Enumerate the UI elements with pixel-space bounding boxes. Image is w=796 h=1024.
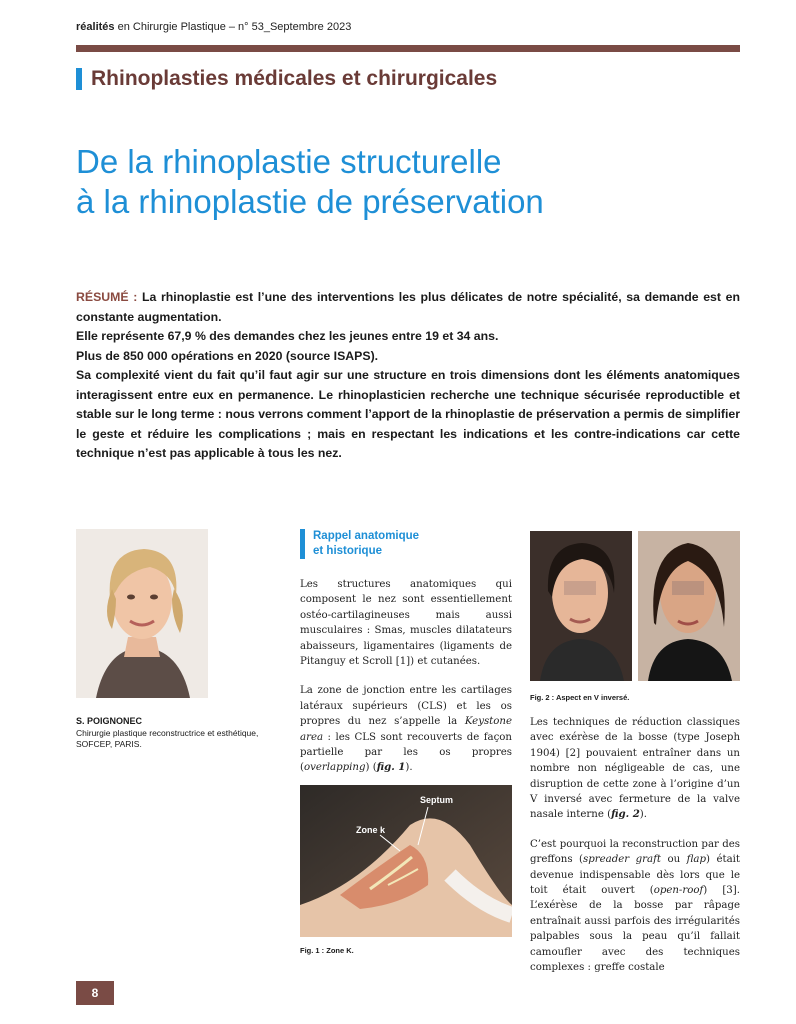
figure-1 [300, 785, 512, 937]
fig2-reference: fig. 2 [611, 808, 640, 821]
author-affiliation [76, 728, 286, 750]
journal-issue: en Chirurgie Plastique – n° 53_Septembre 2023 [114, 21, 352, 33]
header-rule [76, 45, 740, 52]
fig1-label-septum: Septum [420, 795, 454, 805]
author-name: S. POIGNONEC [76, 716, 143, 726]
fig1-label-zone: Zone k [356, 825, 386, 835]
abstract-p3: Plus de 850 000 opérations en 2020 (source ISAPS). [76, 348, 379, 363]
author-affiliation-line1: Chirurgie plastique reconstructrice et esthétique, [76, 728, 259, 738]
article-title [76, 142, 736, 222]
overlapping-term: overlapping [303, 762, 366, 774]
abstract [76, 288, 740, 464]
subsection-title-line2: et historique [313, 545, 383, 557]
col2-p2-text-b: : les CLS sont recouverts de façon partielle par les os propres ( [300, 731, 512, 774]
portrait-image [76, 529, 208, 698]
col3-paragraph-1 [530, 715, 740, 823]
col2-p2-text-c: ) ( [365, 762, 377, 774]
abstract-p2: Elle représente 67,9 % des demandes chez les jeunes entre 19 et 34 ans. [76, 329, 499, 343]
col2-p2-text-d: ). [405, 762, 413, 774]
abstract-p4: Sa complexité vient du fait qu’il faut agir sur une structure en trois dimensions dont les éléments anatomiques interagissent entre eux en permanence. Le rhinoplasticien recherche une technique sécurisée reproductible et stable sur le long terme : nous verrons comment l’apport de la rhinoplastie de préservation a permis de simplifier le geste et réduire les complications ; mais en respectant les indications et les contre-indications car cette technique n’est pas applicable à tous les nez. [76, 368, 740, 460]
subsection-heading [300, 529, 419, 559]
author-affiliation-line2: SOFCEP, PARIS. [76, 739, 142, 749]
author-portrait [76, 529, 208, 698]
journal-name: réalités [76, 21, 115, 33]
section-title: Rhinoplasties médicales et chirurgicales [91, 67, 498, 90]
col3-p1-text-b: ). [639, 809, 648, 821]
abstract-p1 [76, 288, 740, 327]
col3-paragraph-2 [530, 837, 740, 976]
section-marker [76, 68, 82, 90]
page-number: 8 [76, 981, 114, 1005]
abstract-p1-text: La rhinoplastie est l’une des interventions les plus délicates de notre spécialité, sa demande est en constante augmentation. [76, 290, 740, 324]
keystone-term: Keystone area [300, 716, 512, 743]
section-heading [76, 66, 497, 92]
flap-term: flap [686, 854, 707, 866]
figure-1-caption: Fig. 1 : Zone K. [300, 946, 354, 955]
col3-p1-text-a: Les techniques de réduction classiques avec exérèse de la bosse (type Joseph 1904) [2] pouvaient entraîner dans un nombre non négligeable de cas, une disruption de cette zone à l’origine d’un V inversé avec fermeture de la valve nasale interne ( [530, 717, 740, 821]
running-head [76, 21, 351, 33]
figure-2 [530, 531, 740, 681]
col2-paragraph-2 [300, 683, 512, 775]
col3-p2-text-b: ou [660, 854, 687, 866]
body-column-2 [300, 577, 512, 790]
abstract-label: RÉSUMÉ : [76, 290, 138, 304]
figure-1-image [300, 785, 512, 937]
fig1-reference: fig. 1 [376, 761, 406, 774]
article-title-line2: à la rhinoplastie de préservation [76, 183, 544, 220]
figure-2-image [530, 531, 740, 681]
subsection-title-line1: Rappel anatomique [313, 530, 420, 542]
body-column-3 [530, 715, 740, 990]
col3-p2-text-d: ) [3]. L’exérèse de la bosse par râpage entraînait aussi parfois des irrégularités palpables sous la peau qu’il fallait camoufler avec des techniques complexes : greffe costale [530, 885, 740, 974]
subsection-marker [300, 529, 305, 559]
col3-p2-text-a: C’est pourquoi la reconstruction par des greffons ( [530, 838, 740, 866]
col3-p2-text-c: ) était devenue indispensable dès lors que le toit était ouvert ( [530, 854, 741, 897]
col2-paragraph-1: Les structures anatomiques qui composent le nez sont essentiellement ostéo-cartilagineuses mais aussi musculaires : Smas, muscles dilatateurs abaisseurs, ligamentaires (ligaments de Pitanguy et Scroll [1]) et cutanées. [300, 579, 512, 668]
col2-p2-text-a: La zone de jonction entre les cartilages latéraux supérieurs (CLS) et les os propres du nez s’appelle la [300, 685, 512, 728]
subsection-title [313, 529, 419, 559]
figure-2-caption: Fig. 2 : Aspect en V inversé. [530, 693, 630, 702]
article-title-line1: De la rhinoplastie structurelle [76, 143, 502, 180]
spreader-graft-term: spreader graft [583, 854, 661, 866]
open-roof-term: open-roof [653, 885, 704, 897]
